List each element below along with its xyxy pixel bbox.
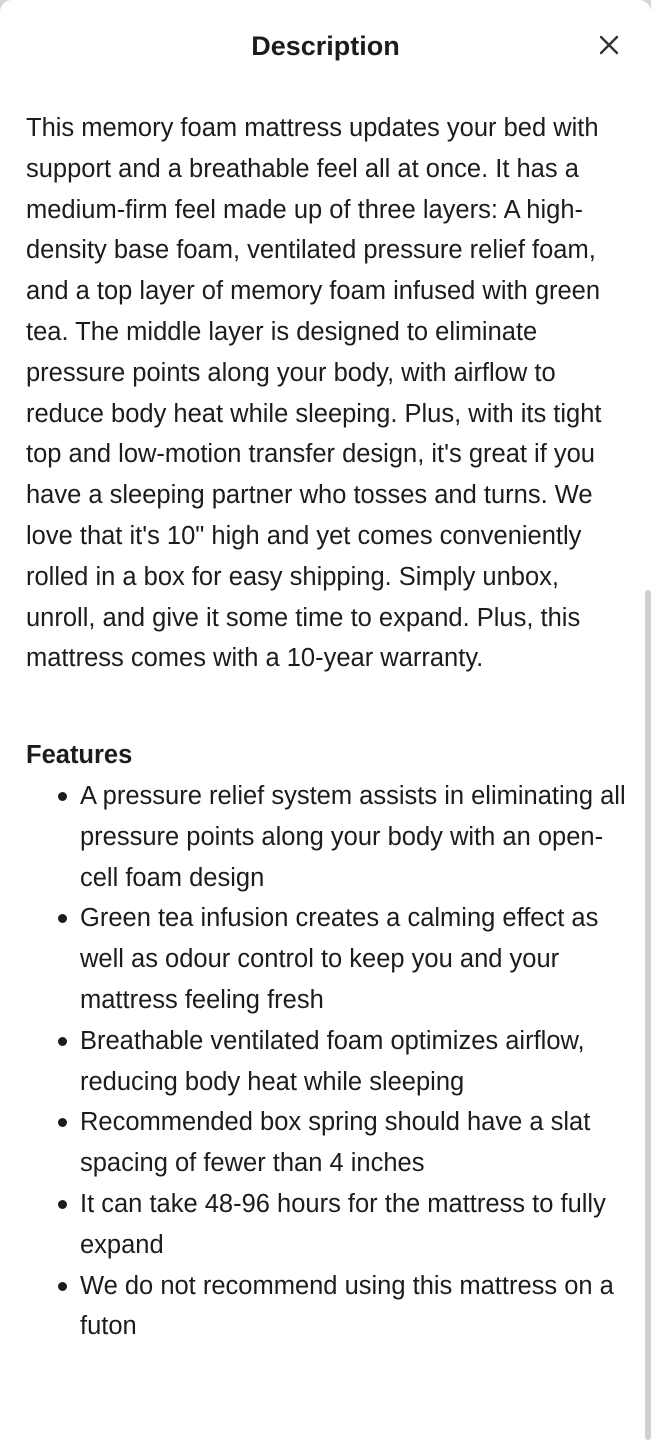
feature-text: A pressure relief system assists in eliminating all pressure points along your body with an open-cell foam design (80, 781, 626, 892)
sheet-header (0, 0, 651, 92)
description-content (26, 108, 630, 1347)
description-text: This memory foam mattress updates your bed with support and a breathable feel all at once. It has a medium-firm feel made up of three layers: A high-density base foam, ventilated pressure relief foam, and a top layer of memory foam infused with green tea. The middle layer is designed to eliminate pressure points along your body, with airflow to reduce body heat while sleeping. Plus, with its tight top and low-motion transfer design, it's great if you have a sleeping partner who tosses and turns. We love that it's 10" high and yet comes conveniently rolled in a box for easy shipping. Simply unbox, unroll, and give it some time to expand. Plus, this mattress comes with a 10-year warranty. (26, 114, 602, 673)
feature-text: We do not recommend using this mattress on a futon (80, 1271, 614, 1341)
features-heading: Features (26, 741, 133, 770)
bullet-icon (58, 1282, 67, 1291)
feature-item (26, 1266, 630, 1348)
bullet-icon (58, 792, 67, 801)
feature-item (26, 1021, 630, 1103)
feature-item (26, 776, 630, 898)
scrollbar[interactable] (645, 590, 651, 1440)
bullet-icon (58, 914, 67, 923)
sheet-title: Description (251, 31, 400, 61)
feature-item (26, 1102, 630, 1184)
close-button[interactable] (592, 30, 626, 60)
bullet-icon (58, 1118, 67, 1127)
feature-text: Recommended box spring should have a slat spacing of fewer than 4 inches (80, 1108, 591, 1178)
feature-item (26, 1184, 630, 1266)
feature-item (26, 898, 630, 1020)
feature-text: Green tea infusion creates a calming effect as well as odour control to keep you and your mattress feeling fresh (80, 904, 599, 1014)
feature-text: It can take 48-96 hours for the mattress to fully expand (80, 1189, 606, 1259)
feature-text: Breathable ventilated foam optimizes airflow, reducing body heat while sleeping (80, 1026, 585, 1096)
bullet-icon (58, 1200, 67, 1209)
bullet-icon (58, 1037, 67, 1046)
features-list (26, 776, 630, 1347)
close-icon (592, 30, 626, 60)
